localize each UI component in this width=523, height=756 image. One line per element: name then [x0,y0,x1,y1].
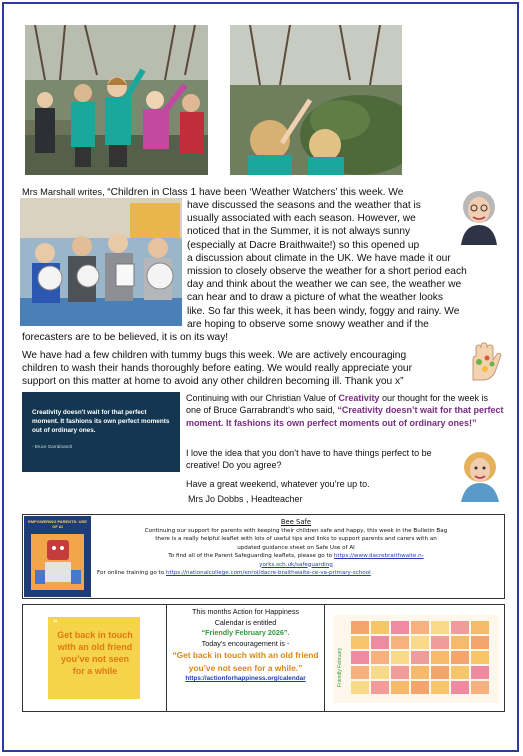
happiness-card [48,617,140,699]
calendar-day-cell [451,651,469,664]
happiness-card-text: Get back in touch with an old friend you’ve not seen for a while [57,630,133,676]
class1-line: mission to closely observe the weather for a short period each [187,266,467,278]
happiness-card-quote-icon: “ [53,618,58,628]
class1-last-line [22,331,502,344]
class1-line: day and think about the weather we can see, the weather we [187,279,462,291]
calendar-day-cell [351,621,369,634]
bee-safe-title: Bee Safe [280,518,312,526]
calendar-day-cell [371,636,389,649]
cartoon-teacher-portrait [456,185,502,245]
photo-class1-weather-drawings [20,198,182,326]
happiness-quote: “Get back in touch with an old friend you’ve not seen for a while.” [172,650,319,673]
calendar-day-cell [431,636,449,649]
bee-safe-link-line-2 [93,561,499,570]
love-line: I love the idea that you don’t have to have things perfect to be creative! Do you agree? [186,448,432,471]
online-training-intro: For online training go to [97,570,166,576]
weekend-line: Have a great weekend, whatever you’re up to. [186,479,370,489]
illness-paragraph [22,349,462,389]
calendar-day-cell [471,621,489,634]
calendar-day-cell [371,621,389,634]
bee-safe-content [93,518,499,578]
happiness-calendar [333,615,499,703]
happiness-box [22,604,505,712]
calendar-day-cell [411,681,429,694]
creativity-line1 [186,392,504,404]
bee-safe-box [22,514,505,599]
creativity-intro-end: our thought for the week is [379,393,489,403]
hand-germs-illustration [465,342,503,382]
class1-line: can hear and to draw a picture of what the weather looks [187,292,443,304]
creativity-card-quote: Creativity doesn't wait for that perfect moment. It fashions its own perfect moments out of ordinary ones. [32,409,170,434]
calendar-day-cell [391,621,409,634]
illness-line: children to wash their hands thoroughly before eating. We would really appreciate your [22,363,412,375]
calendar-day-cell [371,666,389,679]
class1-author: Mrs Marshall writes, [22,187,108,197]
calendar-day-cell [411,666,429,679]
creativity-card-author: - Bruce Garrabrandt [32,444,73,449]
illness-line: We have had a few children with tummy bugs this week. We are actively encouraging [22,350,407,361]
calendar-day-cell [411,651,429,664]
calendar-day-cell [451,636,469,649]
happiness-text [167,605,325,711]
class1-line: a discussion about climate in the UK. We have made it our [187,252,451,264]
happiness-line: Calendar is entitled [214,617,277,627]
calendar-day-cell [411,636,429,649]
calendar-day-cell [351,666,369,679]
safeguarding-link[interactable]: https://www.dacrebraithwaite.n- [333,553,424,559]
calendar-day-cell [431,621,449,634]
ai-leaflet-thumbnail [24,516,91,597]
creativity-line2 [186,404,504,429]
action-for-happiness-link[interactable]: https://actionforhappiness.org/calendar [185,675,306,682]
calendar-day-cell [451,666,469,679]
calendar-day-cell [371,681,389,694]
photo-children-pointing-left [25,25,208,175]
national-college-link[interactable]: https://nationalcollege.com/enrol/dacre-braithwaite-ce-va-primary-school [165,570,371,576]
calendar-day-cell [371,651,389,664]
class1-line: have discussed the seasons and the weather that is [187,200,421,211]
happiness-line: This months Action for Happiness [191,607,300,616]
creativity-paragraph [186,392,504,429]
calendar-day-cell [391,681,409,694]
creativity-attribution: one of Bruce Garrabrandt’s who said, [186,405,338,416]
class1-closing: forecasters are to be believed, it is on its way! [22,332,229,343]
class1-wrapped-text [187,199,497,331]
calendar-day-cell [471,666,489,679]
photo-children-pointing-right [230,25,402,175]
happiness-line: Today’s encouragement is - [201,638,290,648]
class1-line: noticed that in the Summer, it is not always sunny [187,226,411,238]
calendar-day-cell [391,651,409,664]
bee-safe-line: there is a really helpful leaflet with lots of useful tips and links to support parents and carers with an [155,536,437,542]
cartoon-headteacher-portrait [457,447,503,502]
online-training-line [93,569,499,578]
calendar-day-cell [451,621,469,634]
ai-leaflet-title: EMPOWERING PARENTS: USE OF AI [28,519,87,529]
class1-opening: “Children in Class 1 have been ‘Weather Watchers’ this week. We [107,187,404,198]
calendar-day-cell [471,636,489,649]
illness-line: support on this matter at home to avoid any other children becoming ill. Thank you x” [22,376,404,388]
headteacher-signature: Mrs Jo Dobbs , Headteacher [188,494,303,504]
calendar-day-cell [471,651,489,664]
bee-safe-line: updated guidance sheet on Safe Use of AI [237,544,355,551]
calendar-day-cell [351,636,369,649]
calendar-day-cell [451,681,469,694]
class1-line: (especially at Dacre Braithwaite!) so this opened up [187,239,420,251]
class1-line: usually associated with each season. However, we [187,213,416,225]
calendar-day-cell [411,621,429,634]
class1-line: are hoping to observe some snowy weather and if the [187,318,429,330]
bee-safe-link-line [93,552,499,561]
calendar-day-cell [351,681,369,694]
creativity-quote: “Creativity doesn’t wait for that perfect moment. It fashions its own perfect moments out of ordinary ones!” [186,405,504,428]
calendar-side-title: Friendly February [337,647,343,687]
happiness-card-left [23,605,167,711]
creativity-quote-card [22,392,180,472]
calendar-day-cell [431,681,449,694]
creativity-intro: Continuing with our Christian Value of [186,393,339,403]
calendar-day-cell [391,666,409,679]
calendar-day-cell [431,651,449,664]
safeguarding-link-cont[interactable]: yorks.sch.uk/safeguarding [259,561,333,568]
happiness-title: “Friendly February 2026”. [201,628,290,637]
class1-line: like. So far this week, it has been windy, foggy and rainy. We [187,305,460,317]
christian-value: Creativity [338,393,380,403]
bee-safe-line: Continuing our support for parents with keeping their children safe and happy, this week in the Bulletin Bag [144,527,448,534]
calendar-day-cell [391,636,409,649]
calendar-day-cell [351,651,369,664]
bee-safe-link-intro: To find all of the Parent Safeguarding leaflets, please go to [168,553,334,559]
calendar-day-cell [431,666,449,679]
calendar-day-cell [471,681,489,694]
